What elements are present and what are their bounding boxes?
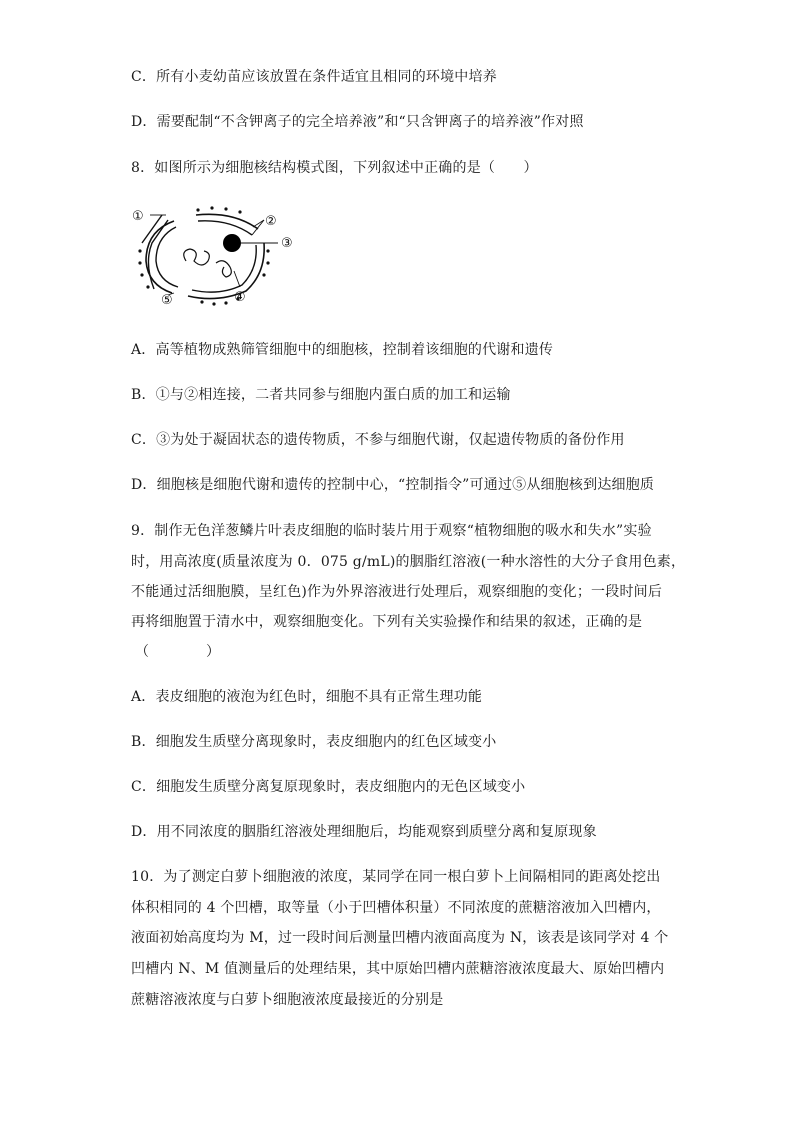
q9-stem-line-3: 不能通过活细胞膜，呈红色)作为外界溶液进行处理后，观察细胞的变化；一段时间后 (131, 584, 663, 600)
q9-option-b: B．细胞发生质壁分离现象时，表皮细胞内的红色区域变小 (131, 734, 497, 750)
figure-label-2: ② (265, 214, 277, 229)
nuclear-envelope-inner (156, 221, 256, 292)
q7-option-c: C．所有小麦幼苗应该放置在条件适宜且相同的环境中培养 (131, 69, 497, 85)
q9-option-a: A．表皮细胞的液泡为红色时，细胞不具有正常生理功能 (131, 689, 483, 705)
q9-option-d: D．用不同浓度的胭脂红溶液处理细胞后，均能观察到质壁分离和复原现象 (131, 824, 597, 840)
figure-label-5: ⑤ (161, 293, 173, 308)
figure-label-3: ③ (281, 236, 293, 251)
q9-stem-line-4: 再将细胞置于清水中，观察细胞变化。下列有关实验操作和结果的叙述，正确的是 (131, 614, 643, 630)
figure-label-4: ④ (234, 290, 246, 305)
q10-stem-line-2: 体积相同的 4 个凹槽，取等量（小于凹槽体积量）不同浓度的蔗糖溶液加入凹槽内， (131, 900, 661, 916)
q9-stem-line-1: 9．制作无色洋葱鳞片叶表皮细胞的临时装片用于观察“植物细胞的吸水和失水”实验 (131, 523, 652, 539)
q8-option-b: B．①与②相连接，二者共同参与细胞内蛋白质的加工和运输 (131, 387, 511, 403)
q9-stem-line-2: 时，用高浓度(质量浓度为 0．075 g/mL)的胭脂红溶液(一种水溶性的大分子食用色素， (131, 554, 686, 570)
q8-stem: 8．如图所示为细胞核结构模式图，下列叙述中正确的是（ ） (131, 160, 538, 176)
q10-stem-line-5: 蔗糖溶液浓度与白萝卜细胞液浓度最接近的分别是 (131, 992, 444, 1008)
q9-option-c: C．细胞发生质壁分离复原现象时，表皮细胞内的无色区域变小 (131, 779, 526, 795)
q8-option-c: C．③为处于凝固状态的遗传物质，不参与细胞代谢，仅起遗传物质的备份作用 (131, 432, 625, 448)
q8-option-a: A．高等植物成熟筛管细胞中的细胞核，控制着该细胞的代谢和遗传 (131, 342, 554, 358)
figure-label-1: ① (132, 209, 144, 224)
q10-stem-line-4: 凹槽内 N、M 值测量后的处理结果，其中原始凹槽内蔗糖溶液浓度最大、原始凹槽内 (131, 961, 665, 977)
q10-stem-line-1: 10．为了测定白萝卜细胞液的浓度，某同学在同一根白萝卜上间隔相同的距离处挖出 (131, 869, 661, 885)
chromatin (184, 249, 232, 277)
q10-stem-line-3: 液面初始高度均为 M，过一段时间后测量凹槽内液面高度为 N，该表是该同学对 4 个 (131, 930, 669, 946)
cell-nucleus-diagram (128, 203, 308, 308)
nucleolus (223, 234, 241, 252)
q9-answer-blank: （ ） (135, 644, 221, 660)
q8-option-d: D．细胞核是细胞代谢和遗传的控制中心，“控制指令”可通过⑤从细胞核到达细胞质 (131, 477, 655, 493)
q7-option-d: D．需要配制“不含钾离子的完全培养液”和“只含钾离子的培养液”作对照 (131, 114, 584, 130)
